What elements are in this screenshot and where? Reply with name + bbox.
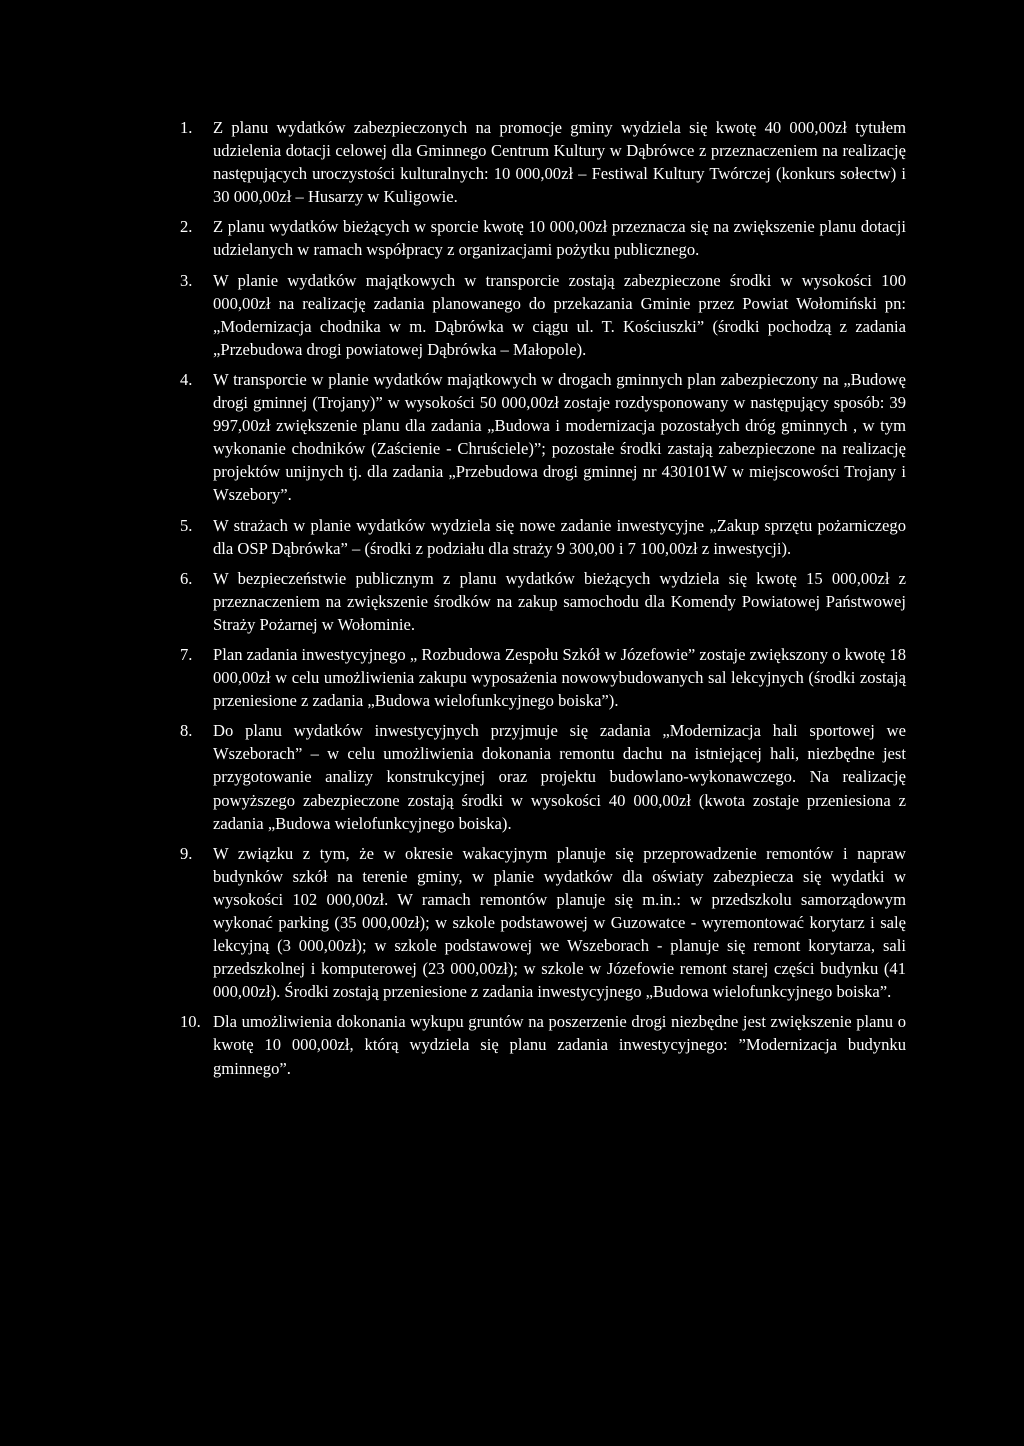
- item-number: 6.: [180, 568, 193, 588]
- item-number: 7.: [180, 644, 193, 664]
- list-item: [178, 215, 906, 261]
- list-item: [178, 567, 906, 636]
- item-text: W transporcie w planie wydatków majątkowych w drogach gminnych plan zabezpieczony na „Budowę drogi gminnej (Trojany)” w wysokości 50 000,00zł zostaje rozdysponowany w następujący sposób: 39 997,00zł zwiększenie planu dla zadania „Budowa i modernizacja pozostałych dróg gminnych , w tym wykonanie chodników (Zaścienie - Chruściele)”; pozostałe środki zastają zabezpieczone na realizację projektów unijnych tj. dla zadania „Przebudowa drogi gminnej nr 430101W w miejscowości Trojany i Wszebory”.: [213, 369, 906, 505]
- item-text: Z planu wydatków bieżących w sporcie kwotę 10 000,00zł przeznacza się na zwiększenie planu dotacji udzielanych w ramach współpracy z organizacjami pożytku publicznego.: [213, 217, 906, 260]
- item-text: Do planu wydatków inwestycyjnych przyjmuje się zadania „Modernizacja hali sportowej we Wszeborach” – w celu umożliwienia dokonania remontu dachu na istniejącej hali, niezbędne jest przygotowanie analizy konstrukcyjnej oraz projektu budowlano-wykonawczego. Na realizację powyższego zabezpieczone zostają środki w wysokości 40 000,00zł (kwota zostaje przeniesiona z zadania „Budowa wielofunkcyjnego boiska).: [213, 721, 906, 833]
- list-item: [178, 719, 906, 834]
- list-item: [178, 514, 906, 560]
- item-text: W związku z tym, że w okresie wakacyjnym planuje się przeprowadzenie remontów i napraw budynków szkół na terenie gminy, w planie wydatków dla oświaty zabezpiecza się wydatki w wysokości 102 000,00zł. W ramach remontów planuje się m.in.: w przedszkolu samorządowym wykonać parking (35 000,00zł); w szkole podstawowej w Guzowatce - wyremontować korytarz i salę lekcyjną (3 000,00zł); w szkole podstawowej we Wszeborach - planuje się remont korytarza, sali przedszkolnej i komputerowej (23 000,00zł); w szkole w Józefowie remont starej części budynku (41 000,00zł). Środki zostają przeniesione z zadania inwestycyjnego „Budowa wielofunkcyjnego boiska”.: [213, 843, 906, 1002]
- numbered-list: [178, 116, 906, 1080]
- list-item: [178, 269, 906, 361]
- item-number: 8.: [180, 721, 193, 741]
- item-text: Plan zadania inwestycyjnego „ Rozbudowa Zespołu Szkół w Józefowie” zostaje zwiększony o kwotę 18 000,00zł w celu umożliwienia zakupu wyposażenia nowowybudowanych sal lekcyjnych (środki zostają przeniesione z zadania „Budowa wielofunkcyjnego boiska”).: [213, 644, 906, 711]
- item-text: W bezpieczeństwie publicznym z planu wydatków bieżących wydziela się kwotę 15 000,00zł z przeznaczeniem na zwiększenie środków na zakup samochodu dla Komendy Powiatowej Państwowej Straży Pożarnej w Wołominie.: [213, 568, 906, 634]
- item-text: Z planu wydatków zabezpieczonych na promocje gminy wydziela się kwotę 40 000,00zł tytułem udzielenia dotacji celowej dla Gminnego Centrum Kultury w Dąbrówce z przeznaczeniem na realizację następujących uroczystości kulturalnych: 10 000,00zł – Festiwal Kultury Twórczej (konkurs sołectw) i 30 000,00zł – Husarzy w Kuligowie.: [213, 118, 906, 207]
- list-item: [178, 842, 906, 1004]
- item-number: 5.: [180, 515, 193, 535]
- item-number: 1.: [180, 118, 193, 137]
- item-text: W planie wydatków majątkowych w transporcie zostają zabezpieczone środki w wysokości 100 000,00zł na realizację zadania planowanego do przekazania Gminie przez Powiat Wołomiński pn: „Modernizacja chodnika w m. Dąbrówka w ciągu ul. T. Kościuszki” (środki pochodzą z zadania „Przebudowa drogi powiatowej Dąbrówka – Małopole).: [213, 270, 906, 359]
- list-item: [178, 643, 906, 712]
- item-number: 9.: [180, 843, 193, 863]
- item-text: W strażach w planie wydatków wydziela się nowe zadanie inwestycyjne „Zakup sprzętu pożarniczego dla OSP Dąbrówka” – (środki z podziału dla straży 9 300,00 i 7 100,00zł z inwestycji).: [213, 515, 906, 558]
- document-page: [178, 116, 906, 1087]
- item-number: 3.: [180, 270, 193, 290]
- item-number: 2.: [180, 217, 193, 237]
- item-number: 10.: [180, 1012, 201, 1032]
- list-item: [178, 1010, 906, 1079]
- item-number: 4.: [180, 369, 193, 389]
- list-item: [178, 368, 906, 507]
- list-item: [178, 116, 906, 208]
- item-text: Dla umożliwienia dokonania wykupu gruntów na poszerzenie drogi niezbędne jest zwiększenie planu o kwotę 10 000,00zł, którą wydziela się planu zadania inwestycyjnego: ”Modernizacja budynku gminnego”.: [213, 1012, 906, 1078]
